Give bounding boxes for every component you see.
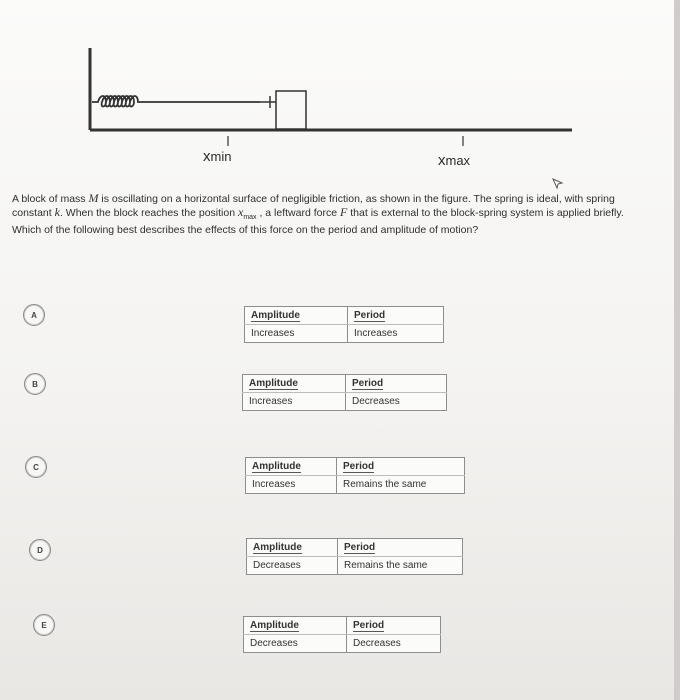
option-d-table[interactable] xyxy=(246,538,463,575)
xmax-symbol: x xyxy=(237,205,244,219)
option-d-col1-value: Decreases xyxy=(247,557,338,575)
force-symbol: F xyxy=(340,205,348,219)
option-e-radio[interactable]: E xyxy=(33,614,55,636)
option-d-col2-value: Remains the same xyxy=(338,557,463,575)
option-e-col1-header: Amplitude xyxy=(250,620,299,631)
option-e-col2-value: Decreases xyxy=(347,635,441,653)
option-a-table[interactable] xyxy=(244,306,444,343)
question-text: A block of mass M is oscillating on a horizontal surface of negligible friction, as shown in the figure. The spring is ideal, with spring constant k. When the block reaches the position $x_{max}$ , a leftward force F that is external to the block-spring system is applied briefly. Which of the following best describes the effects of this force on the period and amplitude of motion? xyxy=(12,191,624,237)
option-a-col2-header: Period xyxy=(354,310,386,321)
mass-symbol: M xyxy=(88,191,99,205)
option-a-col1-value: Increases xyxy=(245,325,348,343)
xmin-label: xmin xyxy=(203,148,232,165)
option-d-col1-header: Amplitude xyxy=(253,542,302,553)
option-a-col2-value: Increases xyxy=(348,325,444,343)
option-b-table[interactable] xyxy=(242,374,447,411)
page-edge-shadow xyxy=(674,0,680,700)
option-b-col2-header: Period xyxy=(352,378,384,389)
option-c-col2-value: Remains the same xyxy=(337,476,465,494)
option-c-radio[interactable]: C xyxy=(25,456,47,478)
option-c-col2-header: Period xyxy=(343,461,375,472)
option-e-col1-value: Decreases xyxy=(244,635,347,653)
option-a-radio[interactable]: A xyxy=(23,304,45,326)
option-c-col1-value: Increases xyxy=(246,476,337,494)
option-c-table[interactable] xyxy=(245,457,465,494)
xmax-label: xmax xyxy=(438,152,471,169)
k-symbol: k xyxy=(54,205,60,219)
option-a-col1-header: Amplitude xyxy=(251,310,300,321)
option-e-col2-header: Period xyxy=(353,620,385,631)
option-d-radio[interactable]: D xyxy=(29,539,51,561)
block xyxy=(276,91,306,129)
spring-block-figure xyxy=(60,30,600,180)
option-b-radio[interactable]: B xyxy=(24,373,46,395)
option-b-col1-value: Increases xyxy=(243,393,346,411)
spring xyxy=(92,96,260,107)
option-c-col1-header: Amplitude xyxy=(252,461,301,472)
option-d-col2-header: Period xyxy=(344,542,376,553)
option-b-col1-header: Amplitude xyxy=(249,378,298,389)
option-e-table[interactable] xyxy=(243,616,441,653)
option-b-col2-value: Decreases xyxy=(346,393,447,411)
mouse-cursor-icon xyxy=(552,178,564,190)
